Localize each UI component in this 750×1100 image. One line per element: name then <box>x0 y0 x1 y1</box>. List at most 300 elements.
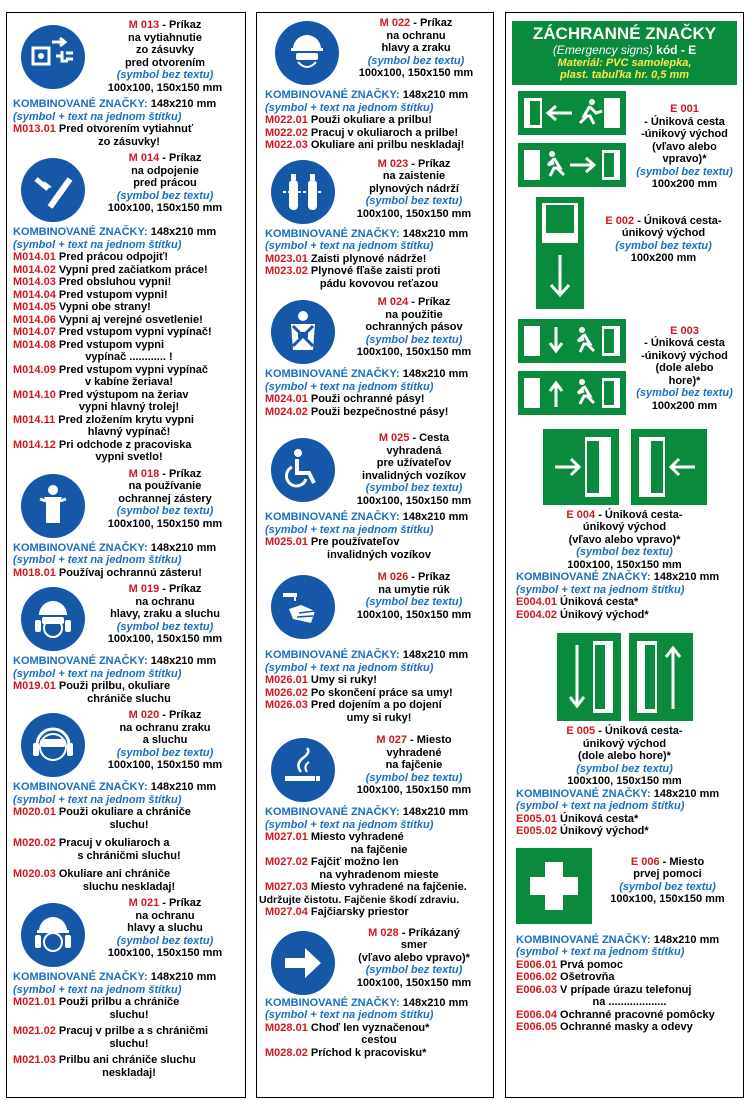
combo-size: 148x210 mm <box>402 996 469 1009</box>
item-text: Používaj ochrannú zásteru! <box>58 566 202 579</box>
combo-sub: (symbol + text na jednom štítku) <box>13 554 182 566</box>
size: 100x100, 150x150 mm <box>107 517 223 530</box>
item-code: E005.01 <box>516 812 557 825</box>
title-line: na ochranu zraku <box>119 721 211 734</box>
item-code: M024.01 <box>265 393 308 405</box>
item-text: chrániče sluchu <box>87 692 171 705</box>
item-code: M014.03 <box>13 276 56 288</box>
exit-down-sign-icon <box>536 197 584 309</box>
title-line: vpravo)* <box>662 153 707 165</box>
size: 100x100, 150x150 mm <box>356 608 472 621</box>
item-text: Použi okuliare a prilbu! <box>310 114 432 126</box>
combo-size: 148x210 mm <box>402 89 469 101</box>
item-text: Okuliare ani prilbu neskladaj! <box>310 139 465 151</box>
size: 100x200 mm <box>651 178 718 190</box>
item-text: pádu kovovou reťazou <box>319 277 439 290</box>
switch-off-icon <box>21 158 85 222</box>
size: 100x100, 150x150 mm <box>567 558 682 571</box>
item-code: E006.03 <box>516 983 557 996</box>
apron-icon <box>21 474 85 538</box>
title-line: hore)* <box>668 374 701 387</box>
title-line: vyhradená <box>386 444 442 457</box>
size: 100x100, 150x150 mm <box>358 67 474 79</box>
combo-size: 148x210 mm <box>402 368 469 380</box>
item-text: sluchu! <box>109 1008 149 1021</box>
item-text: Prvá pomoc <box>560 958 624 971</box>
item-text: Úniková cesta* <box>560 812 639 825</box>
item-text: Pracuj v okuliaroch a prilbe! <box>310 126 459 139</box>
item-text: Pred vstupom vypni vypínač <box>58 363 209 376</box>
item-code: E006.01 <box>516 958 557 971</box>
title: - Príkaz <box>159 583 202 595</box>
combo-label: KOMBINOVANÉ ZNAČKY: <box>265 227 400 240</box>
title-line: na ochranu <box>135 909 195 922</box>
size: 100x100, 150x150 mm <box>107 633 223 645</box>
sign-m027 <box>257 734 493 919</box>
title: - Príkaz <box>408 296 451 308</box>
item-code: E004.02 <box>516 608 557 621</box>
item-text: Použi ochranné pásy! <box>310 393 425 405</box>
size: 100x200 mm <box>651 399 718 412</box>
item-text: cestou <box>361 1034 397 1046</box>
item-code: M020.02 <box>13 837 56 849</box>
symbol-note: (symbol bez textu) <box>636 165 733 178</box>
title-line: na používanie <box>128 480 202 492</box>
combo-sub: (symbol + text na jednom štítku) <box>516 800 685 812</box>
item-code: E006.02 <box>516 971 557 983</box>
item-text: Prilbu ani chrániče sluchu <box>58 1054 196 1066</box>
sign-e004 <box>506 429 743 622</box>
code: E 006 <box>630 855 660 868</box>
item-text: Pred zložením krytu vypni <box>58 413 194 426</box>
sign-m019 <box>7 583 245 705</box>
combo-size: 148x210 mm <box>402 649 469 661</box>
title-line: (vľavo alebo <box>652 140 717 153</box>
title: - Príkaz <box>159 152 202 164</box>
item-text: Použi prilbu, okuliare <box>58 680 171 692</box>
arrow-right-icon <box>271 931 335 995</box>
wash-hands-icon <box>271 575 335 639</box>
sign-e006 <box>506 848 743 1034</box>
item-code: M020.03 <box>13 868 56 880</box>
combo-sub: (symbol + text na jednom štítku) <box>13 983 182 996</box>
item-text: Pred vstupom vypni <box>58 338 165 351</box>
symbol-note: (symbol bez textu) <box>576 762 673 775</box>
title-line: zo zásuvky <box>135 44 195 56</box>
item-code: M014.04 <box>13 288 56 301</box>
column-middle <box>256 12 494 1098</box>
size: 100x100, 150x150 mm <box>356 784 472 796</box>
sign-m026 <box>257 571 493 724</box>
combo-size: 148x210 mm <box>150 98 217 110</box>
title-line: únikový východ <box>582 521 667 533</box>
sign-e003 <box>506 319 743 415</box>
combo-size: 148x210 mm <box>402 227 469 240</box>
title-line: smer <box>400 939 428 951</box>
symbol-note: (symbol bez textu) <box>615 239 712 252</box>
title-line: na použitie <box>385 308 443 321</box>
exit-up-run-sign-icon <box>518 371 626 415</box>
title-line: plynových nádrží <box>369 182 459 195</box>
title: - Príkaz <box>410 17 453 29</box>
code: M 023 <box>377 157 409 170</box>
code: E 005 <box>566 725 596 737</box>
item-text: Ochranné masky a odevy <box>560 1021 693 1033</box>
symbol-note: (symbol bez textu) <box>116 620 214 633</box>
item-text: Únikový východ* <box>560 608 649 621</box>
sign-m025 <box>257 432 493 561</box>
item-code: E006.05 <box>516 1021 557 1033</box>
title: - Úniková cesta- <box>595 725 683 737</box>
title: - Úniková cesta- <box>595 508 683 521</box>
combo-label: KOMBINOVANÉ ZNAČKY: <box>265 89 400 101</box>
item-text: zo zásuvky! <box>98 135 160 148</box>
size: 100x100, 150x150 mm <box>356 207 472 220</box>
safety-belt-icon <box>271 300 335 364</box>
title-line: na ochranu <box>135 595 195 608</box>
combo-size: 148x210 mm <box>402 806 469 818</box>
item-code: M014.09 <box>13 363 56 376</box>
item-code: M026.03 <box>265 699 308 711</box>
item-text: Pred vstupom vypni! <box>58 288 168 301</box>
sign-m013 <box>7 13 245 148</box>
symbol-note: (symbol bez textu) <box>619 880 716 893</box>
item-code: M023.02 <box>265 265 308 277</box>
code: M 024 <box>377 296 409 308</box>
title-line: ochranných pásov <box>365 321 463 333</box>
code: E 003 <box>670 324 699 337</box>
title: - Cesta <box>409 432 450 444</box>
title-line: na ochranu <box>386 29 446 42</box>
symbol-note: (symbol bez textu) <box>116 934 214 947</box>
item-code: M026.01 <box>265 674 308 686</box>
title-line: pred otvorením <box>124 56 206 69</box>
column-right <box>505 12 744 1098</box>
code: M 028 <box>368 926 399 939</box>
combo-sub: (symbol + text na jednom štítku) <box>13 238 182 251</box>
code: M 027 <box>376 734 407 746</box>
item-text: vypni svetlo! <box>95 451 163 463</box>
title: - Miesto <box>406 734 452 746</box>
item-text: Príchod k pracovisku* <box>310 1046 427 1059</box>
size: 100x100, 150x150 mm <box>107 759 223 771</box>
symbol-note: (symbol bez textu) <box>576 546 673 558</box>
item-text: Pred vstupom vypni vypínač! <box>58 326 212 338</box>
item-text: Fajčiť možno len <box>310 856 399 868</box>
symbol-note: (symbol bez textu) <box>365 771 463 784</box>
helmet-goggles-ear-icon <box>21 587 85 651</box>
item-code: M018.01 <box>13 566 56 579</box>
item-text: Pracuj v prilbe a s chráničmi <box>58 1025 209 1037</box>
combo-label: KOMBINOVANÉ ZNAČKY: <box>13 98 148 110</box>
code: M 014 <box>128 152 160 164</box>
item-text: Ochranné pracovné pomôcky <box>560 1008 715 1021</box>
exit-left-sign-icon <box>518 91 626 135</box>
title-line: prvej pomoci <box>633 868 702 880</box>
item-text: Použi bezpečnostné pásy! <box>310 405 449 418</box>
exit-door-right-icon <box>543 429 619 505</box>
title-line: (dole alebo <box>655 362 714 374</box>
title: - Miesto <box>659 855 705 868</box>
title-line: hlavy a zraku <box>381 42 451 54</box>
item-text: Umy si ruky! <box>310 674 377 686</box>
item-code: M014.02 <box>13 263 56 276</box>
sign-m024 <box>257 296 493 418</box>
item-text: Po skončení práce sa umy! <box>310 686 453 699</box>
sign-m014 <box>7 152 245 464</box>
combo-sub: (symbol + text na jednom štítku) <box>516 583 685 596</box>
title-line: na umytie rúk <box>378 583 450 596</box>
combo-sub: (symbol + text na jednom štítku) <box>265 1009 434 1021</box>
symbol-note: (symbol bez textu) <box>636 387 733 399</box>
exit-down-run-sign-icon <box>518 319 626 363</box>
combo-label: KOMBINOVANÉ ZNAČKY: <box>13 971 148 983</box>
title-line: - Úniková cesta <box>644 115 725 128</box>
sign-m023 <box>257 158 493 291</box>
item-code: M021.02 <box>13 1025 56 1037</box>
smoking-area-icon <box>271 738 335 802</box>
title-line: ochrannej zástery <box>118 492 212 505</box>
combo-label: KOMBINOVANÉ ZNAČKY: <box>265 649 400 661</box>
combo-size: 148x210 mm <box>402 511 469 523</box>
combo-sub: (symbol + text na jednom štítku) <box>265 240 434 252</box>
symbol-note: (symbol bez textu) <box>365 964 463 976</box>
item-code: M027.02 <box>265 856 308 868</box>
item-text: Fajčiarsky priestor <box>310 906 409 918</box>
wheelchair-icon <box>271 438 335 502</box>
item-code: M021.03 <box>13 1054 56 1066</box>
title-line: - Úniková cesta <box>644 337 725 349</box>
symbol-note: (symbol bez textu) <box>116 746 214 759</box>
item-code: M014.01 <box>13 251 56 263</box>
title: - Príkaz <box>159 897 202 909</box>
sign-m021 <box>7 897 245 1079</box>
size: 100x100, 150x150 mm <box>356 346 472 358</box>
title: - Príkaz <box>159 709 202 721</box>
item-code: M014.10 <box>13 388 56 401</box>
item-text: Miesto vyhradené <box>310 831 404 843</box>
emergency-header <box>512 21 737 85</box>
item-text: Pred dojením a po dojení <box>310 699 442 711</box>
emergency-title: ZÁCHRANNÉ ZNAČKY <box>532 24 717 43</box>
combo-size: 148x210 mm <box>150 541 217 554</box>
combo-sub: (symbol + text na jednom štítku) <box>13 110 182 123</box>
item-text: na fajčenie <box>350 843 408 856</box>
sign-e005 <box>506 633 743 838</box>
combo-label: KOMBINOVANÉ ZNAČKY: <box>13 226 148 238</box>
item-text: Pred otvorením vytiahnuť <box>58 123 194 135</box>
item-code: M014.12 <box>13 438 56 451</box>
symbol-note: (symbol bez textu) <box>365 482 463 494</box>
item-text: s chráničmi sluchu! <box>77 849 181 862</box>
combo-label: KOMBINOVANÉ ZNAČKY: <box>265 806 400 818</box>
helmet-goggles-icon <box>275 21 339 85</box>
item-code: M027.03 <box>265 881 308 893</box>
item-text: Použi okuliare a chrániče <box>58 806 191 818</box>
sign-m018 <box>7 468 245 580</box>
sign-m020 <box>7 709 245 893</box>
combo-sub: (symbol + text na jednom štítku) <box>13 793 182 806</box>
item-text: Vypni obe strany! <box>58 301 151 313</box>
item-text: Pred obsluhou vypni! <box>58 276 172 288</box>
symbol-note: (symbol bez textu) <box>116 69 214 81</box>
material-line: plast. tabuľka hr. 0,5 mm <box>559 69 690 81</box>
code: M 018 <box>128 467 160 480</box>
title-line: hlavy a sluchu <box>127 922 203 934</box>
title-line: únikový východ <box>582 737 667 750</box>
title-line: pred prácou <box>133 177 197 189</box>
gas-cylinder-chain-icon <box>271 160 335 224</box>
title: - Príkaz <box>159 467 202 480</box>
item-text: umy si ruky! <box>346 711 412 724</box>
item-code: E006.04 <box>516 1008 557 1021</box>
title-line: invalidných vozíkov <box>362 469 466 482</box>
title-line: na vytiahnutie <box>128 31 202 44</box>
item-code: M022.03 <box>265 139 308 151</box>
combo-label: KOMBINOVANÉ ZNAČKY: <box>265 368 400 380</box>
combo-label: KOMBINOVANÉ ZNAČKY: <box>516 571 651 583</box>
item-code: M014.08 <box>13 338 56 351</box>
size: 100x100, 150x150 mm <box>107 81 223 94</box>
combo-sub: (symbol + text na jednom štítku) <box>265 380 434 393</box>
item-text: V prípade úrazu telefonuj <box>560 983 692 996</box>
item-code: E005.02 <box>516 825 557 837</box>
item-code: M021.01 <box>13 996 56 1008</box>
combo-label: KOMBINOVANÉ ZNAČKY: <box>13 781 148 793</box>
code: M 019 <box>128 583 160 595</box>
item-code: M014.06 <box>13 313 56 326</box>
item-text: Plynové fľaše zaisti proti <box>310 265 441 277</box>
combo-label: KOMBINOVANÉ ZNAČKY: <box>265 511 400 523</box>
item-text: Okuliare ani chrániče <box>58 868 171 880</box>
title-line: (vľavo alebo vpravo)* <box>358 951 470 964</box>
emergency-code: kód - E <box>652 43 697 57</box>
item-text: Ošetrovňa <box>560 971 615 983</box>
size: 100x100, 150x150 mm <box>356 494 472 507</box>
size: 100x100, 150x150 mm <box>356 976 472 989</box>
item-text: Úniková cesta* <box>560 596 639 608</box>
title-line: pre užívateľov <box>376 457 452 469</box>
combo-label: KOMBINOVANÉ ZNAČKY: <box>265 996 400 1009</box>
item-text: Choď len vyznačenou* <box>310 1021 430 1034</box>
item-code: M019.01 <box>13 680 56 692</box>
combo-label: KOMBINOVANÉ ZNAČKY: <box>516 933 651 946</box>
sign-m022 <box>257 13 493 152</box>
title: - Príkaz <box>408 157 451 170</box>
first-aid-icon <box>516 848 592 924</box>
item-code: M026.02 <box>265 686 308 699</box>
item-text: sluchu! <box>109 1037 149 1050</box>
item-code: M028.01 <box>265 1021 308 1034</box>
item-text: Pri odchode z pracoviska <box>58 438 192 451</box>
code: M 021 <box>128 897 160 909</box>
unplug-icon <box>21 25 85 89</box>
item-code: M027.04 <box>265 906 308 918</box>
item-code: M024.02 <box>265 405 308 418</box>
symbol-note: (symbol bez textu) <box>365 333 463 346</box>
symbol-note: (symbol bez textu) <box>367 54 465 67</box>
goggles-ear-icon <box>21 713 85 777</box>
combo-sub: (symbol + text na jednom štítku) <box>265 818 434 831</box>
title: - Príkaz <box>408 571 451 583</box>
title-line: hlavy, zraku a sluchu <box>110 608 220 620</box>
title-line: -únikový východ <box>641 349 728 362</box>
item-text: vypínač ............ ! <box>85 351 173 363</box>
combo-size: 148x210 mm <box>150 781 217 793</box>
size: 100x100, 150x150 mm <box>567 775 682 787</box>
helmet-ear-icon <box>21 903 85 967</box>
code: M 026 <box>377 571 409 583</box>
combo-size: 148x210 mm <box>150 971 217 983</box>
size: 100x100, 150x150 mm <box>610 893 725 905</box>
combo-sub: (symbol + text na jednom štítku) <box>265 101 434 114</box>
item-code: M027.01 <box>265 831 308 843</box>
exit-door-left-icon <box>631 429 707 505</box>
code: E 002 <box>605 214 635 227</box>
title-line: (vľavo alebo vpravo)* <box>568 533 681 546</box>
combo-size: 148x210 mm <box>653 933 720 946</box>
item-code: M014.05 <box>13 301 56 313</box>
combo-size: 148x210 mm <box>150 655 217 667</box>
code: M 013 <box>128 19 160 31</box>
exit-right-sign-icon <box>518 143 626 187</box>
item-text: sluchu! <box>109 818 149 831</box>
item-text: Vypni pred začiatkom práce! <box>58 263 208 276</box>
item-text: sluchu neskladaj! <box>82 880 176 893</box>
column-left <box>6 12 246 1098</box>
code: M 020 <box>128 709 160 721</box>
item-text: Pracuj v okuliaroch a <box>58 837 170 849</box>
title-line: na zaistenie <box>382 170 446 182</box>
title: - Príkázaný <box>398 926 460 939</box>
combo-sub: (symbol + text na jednom štítku) <box>516 946 685 958</box>
code: E 001 <box>670 103 699 115</box>
item-text: Udržujte čistotu. Fajčenie škodí zdraviu. <box>259 893 460 906</box>
title: - Príkaz <box>159 19 202 31</box>
item-text: Pred prácou odpojiť! <box>58 251 169 263</box>
item-text: vypni hlavný trolej! <box>78 401 180 413</box>
title-line: (dole alebo hore)* <box>578 750 671 762</box>
item-code: M013.01 <box>13 123 56 135</box>
combo-size: 148x210 mm <box>150 226 217 238</box>
title-line: únikový východ <box>621 227 706 239</box>
combo-size: 148x210 mm <box>653 571 720 583</box>
item-code: M023.01 <box>265 252 308 265</box>
emergency-subtitle: (Emergency signs) <box>552 43 653 57</box>
item-code: M022.01 <box>265 114 308 126</box>
item-text: Použi prilbu a chrániče <box>58 996 180 1008</box>
item-code: M014.11 <box>13 413 56 426</box>
item-code: E004.01 <box>516 596 557 608</box>
symbol-note: (symbol bez textu) <box>365 195 463 207</box>
title-line: na fajčenie <box>385 759 443 771</box>
item-text: na ................... <box>592 996 667 1008</box>
combo-label: KOMBINOVANÉ ZNAČKY: <box>516 787 651 800</box>
item-text: Vypni aj verejné osvetlenie! <box>58 313 203 326</box>
item-text: Pre používateľov <box>310 536 400 548</box>
item-code: M020.01 <box>13 806 56 818</box>
sign-e001 <box>506 91 743 191</box>
combo-sub: (symbol + text na jednom štítku) <box>13 667 182 680</box>
item-text: v kabíne žeriava! <box>84 376 174 388</box>
code: E 004 <box>566 508 596 521</box>
title-line: a sluchu <box>142 734 188 746</box>
combo-sub: (symbol + text na jednom štítku) <box>265 661 434 674</box>
size: 100x200 mm <box>630 252 697 264</box>
material-line: Materiál: PVC samolepka, <box>557 57 692 69</box>
title-line: -únikový východ <box>641 128 728 140</box>
title-line: vyhradené <box>386 746 442 759</box>
